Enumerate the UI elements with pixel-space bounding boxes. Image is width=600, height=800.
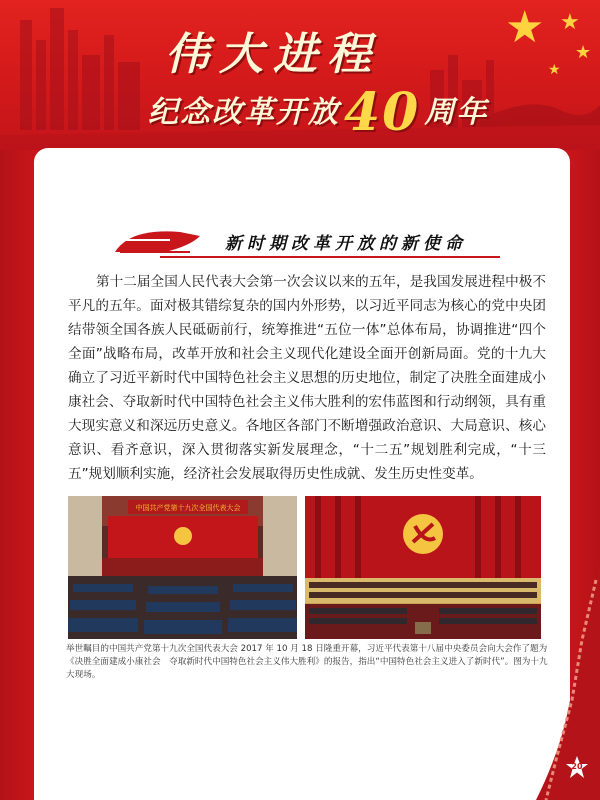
congress-stage-photo [305,496,541,639]
banner-text: 中国共产党第十九次全国代表大会 [135,504,241,512]
header-title: 伟大进程 [165,29,381,80]
photo-caption: 举世瞩目的中国共产党第十九次全国代表大会 2017 年 10 月 18 日隆重开幕，习近平代表第十八届中央委员会向大会作了题为《决胜全面建成小康社会 夺取新时代中国特色社会主义伟大胜利》的报告，指出“中国特色社会主义进入了新时代”。图为十九大现场。 [66,644,548,680]
subtitle-suffix: 周年 [424,95,489,130]
subtitle-prefix: 纪念改革开放 [148,95,340,130]
header-banner [0,0,600,150]
page-number-badge [566,756,588,778]
article-paragraph: 第十二届全国人民代表大会第一次会议以来的五年，是我国发展进程中极不平凡的五年。面对极其错综复杂的国内外形势，以习近平同志为核心的党中央团结带领全国各族人民砥砺前行，统筹推进“五位一体”总体布局，协调推进“四个全面”战略布局，改革开放和社会主义现代化建设全面开创新局面。党的十九大确立了习近平新时代中国特色社会主义思想的历史地位，制定了决胜全面建成小康社会、夺取新时代中国特色社会主义伟大胜利的宏伟蓝图和行动纲领，具有重大现实意义和深远历史意义。各地区各部门不断增强政治意识、大局意识、核心意识、看齐意识，深入贯彻落实新发展理念，“十二五”规划胜利完成，“十三五”规划顺利实施，经济社会发展取得历史性成就、发生历史性变革。 [68,274,546,482]
left-border-decoration [0,150,36,800]
congress-hall-photo [68,496,297,639]
section-title: 新时期改革开放的新使命 [225,234,467,254]
star-icon: ★ [575,42,592,63]
star-icon: ★ [548,62,561,78]
page-number: 20 [571,762,583,771]
star-icon: ★ [560,10,580,35]
header-subtitle [148,82,488,143]
subtitle-number: 40 [344,82,421,143]
star-icon: ★ [505,2,545,53]
